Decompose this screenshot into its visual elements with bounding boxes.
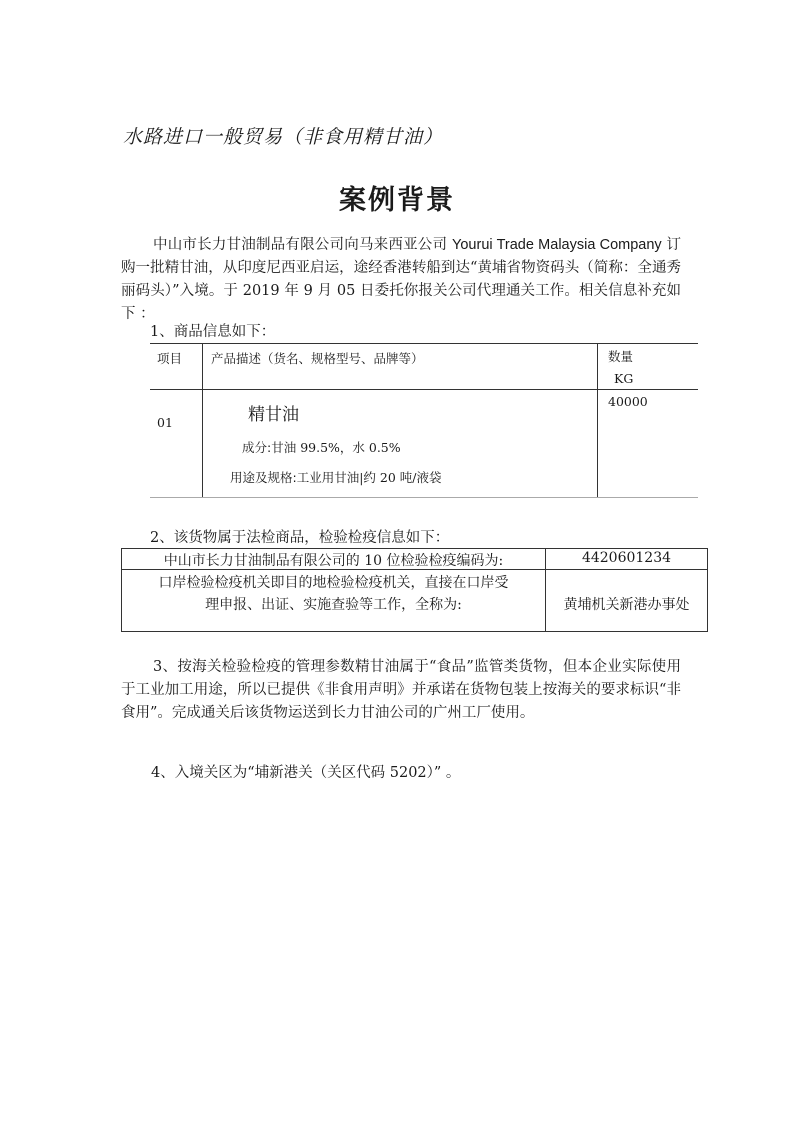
section-3-paragraph: 3、按海关检验检疫的管理参数精甘油属于“食品”监管类货物，但本企业实际使用于工业加工用途，所以已提供《非食用声明》并承诺在货物包装上按海关的要求标识“非食用”。完成通关后该货物运送到长力甘油公司的广州工厂使用。 <box>121 659 681 721</box>
document-subtitle: 水路进口一般贸易（非食用精甘油） <box>123 126 444 148</box>
row-usage <box>230 468 442 486</box>
table-top-border <box>150 343 698 344</box>
table-col-divider-2 <box>597 343 598 498</box>
table-col-divider-1 <box>202 343 203 498</box>
composition-label: 成分: <box>242 440 272 455</box>
section-2-heading: 2、该货物属于法检商品，检验检疫信息如下： <box>150 530 450 546</box>
product-table <box>150 343 698 498</box>
document-title: 案例背景 <box>339 185 455 216</box>
header-quantity: 数量 <box>608 349 634 364</box>
section-1-heading: 1、商品信息如下： <box>150 324 276 340</box>
header-unit: KG <box>614 371 634 386</box>
row-item-number: 01 <box>157 415 173 430</box>
header-description: 产品描述（货名、规格型号、品牌等） <box>211 351 424 366</box>
composition-value: 甘油 99.5%，水 0.5% <box>271 440 401 455</box>
intro-paragraph <box>121 234 681 326</box>
header-item: 项目 <box>157 351 183 366</box>
inspection-authority-label-line1: 口岸检验检疫机关即目的地检验检疫机关，直接在口岸受 <box>158 575 509 591</box>
intro-text-a: 中山市长力甘油制品有限公司向马来西亚公司 <box>153 237 448 253</box>
row-quantity: 40000 <box>608 394 648 409</box>
inspection-table <box>121 548 708 632</box>
inspection-code-value: 4420601234 <box>581 550 672 566</box>
row-composition <box>242 438 401 456</box>
table-bottom-border <box>150 497 698 498</box>
intro-text-b: 订购一批精甘油，从印度尼西亚启运，途经香港转船到达“黄埔省物资码头（简称：全通秀丽码头）”入境。于 2019 年 9 月 05 日委托你报关公司代理通关工作。相关信息补充如下 ： <box>121 237 682 322</box>
usage-value: 工业用甘油|约 20 吨/液袋 <box>296 470 442 485</box>
inspection-code-label: 中山市长力甘油制品有限公司的 10 位检验检疫编码为: <box>163 553 504 569</box>
section-4-paragraph: 4、入境关区为“埔新港关（关区代码 5202）” 。 <box>151 765 461 781</box>
intro-company-name: Yourui Trade Malaysia Company <box>452 237 662 253</box>
table-header-divider <box>150 389 698 390</box>
inspection-authority-label-line2: 理申报、出证、实施查验等工作，全称为: <box>205 597 462 613</box>
usage-label: 用途及规格: <box>230 470 297 485</box>
inspection-authority-value: 黄埔机关新港办事处 <box>563 597 690 613</box>
row-product-name: 精甘油 <box>248 405 299 425</box>
